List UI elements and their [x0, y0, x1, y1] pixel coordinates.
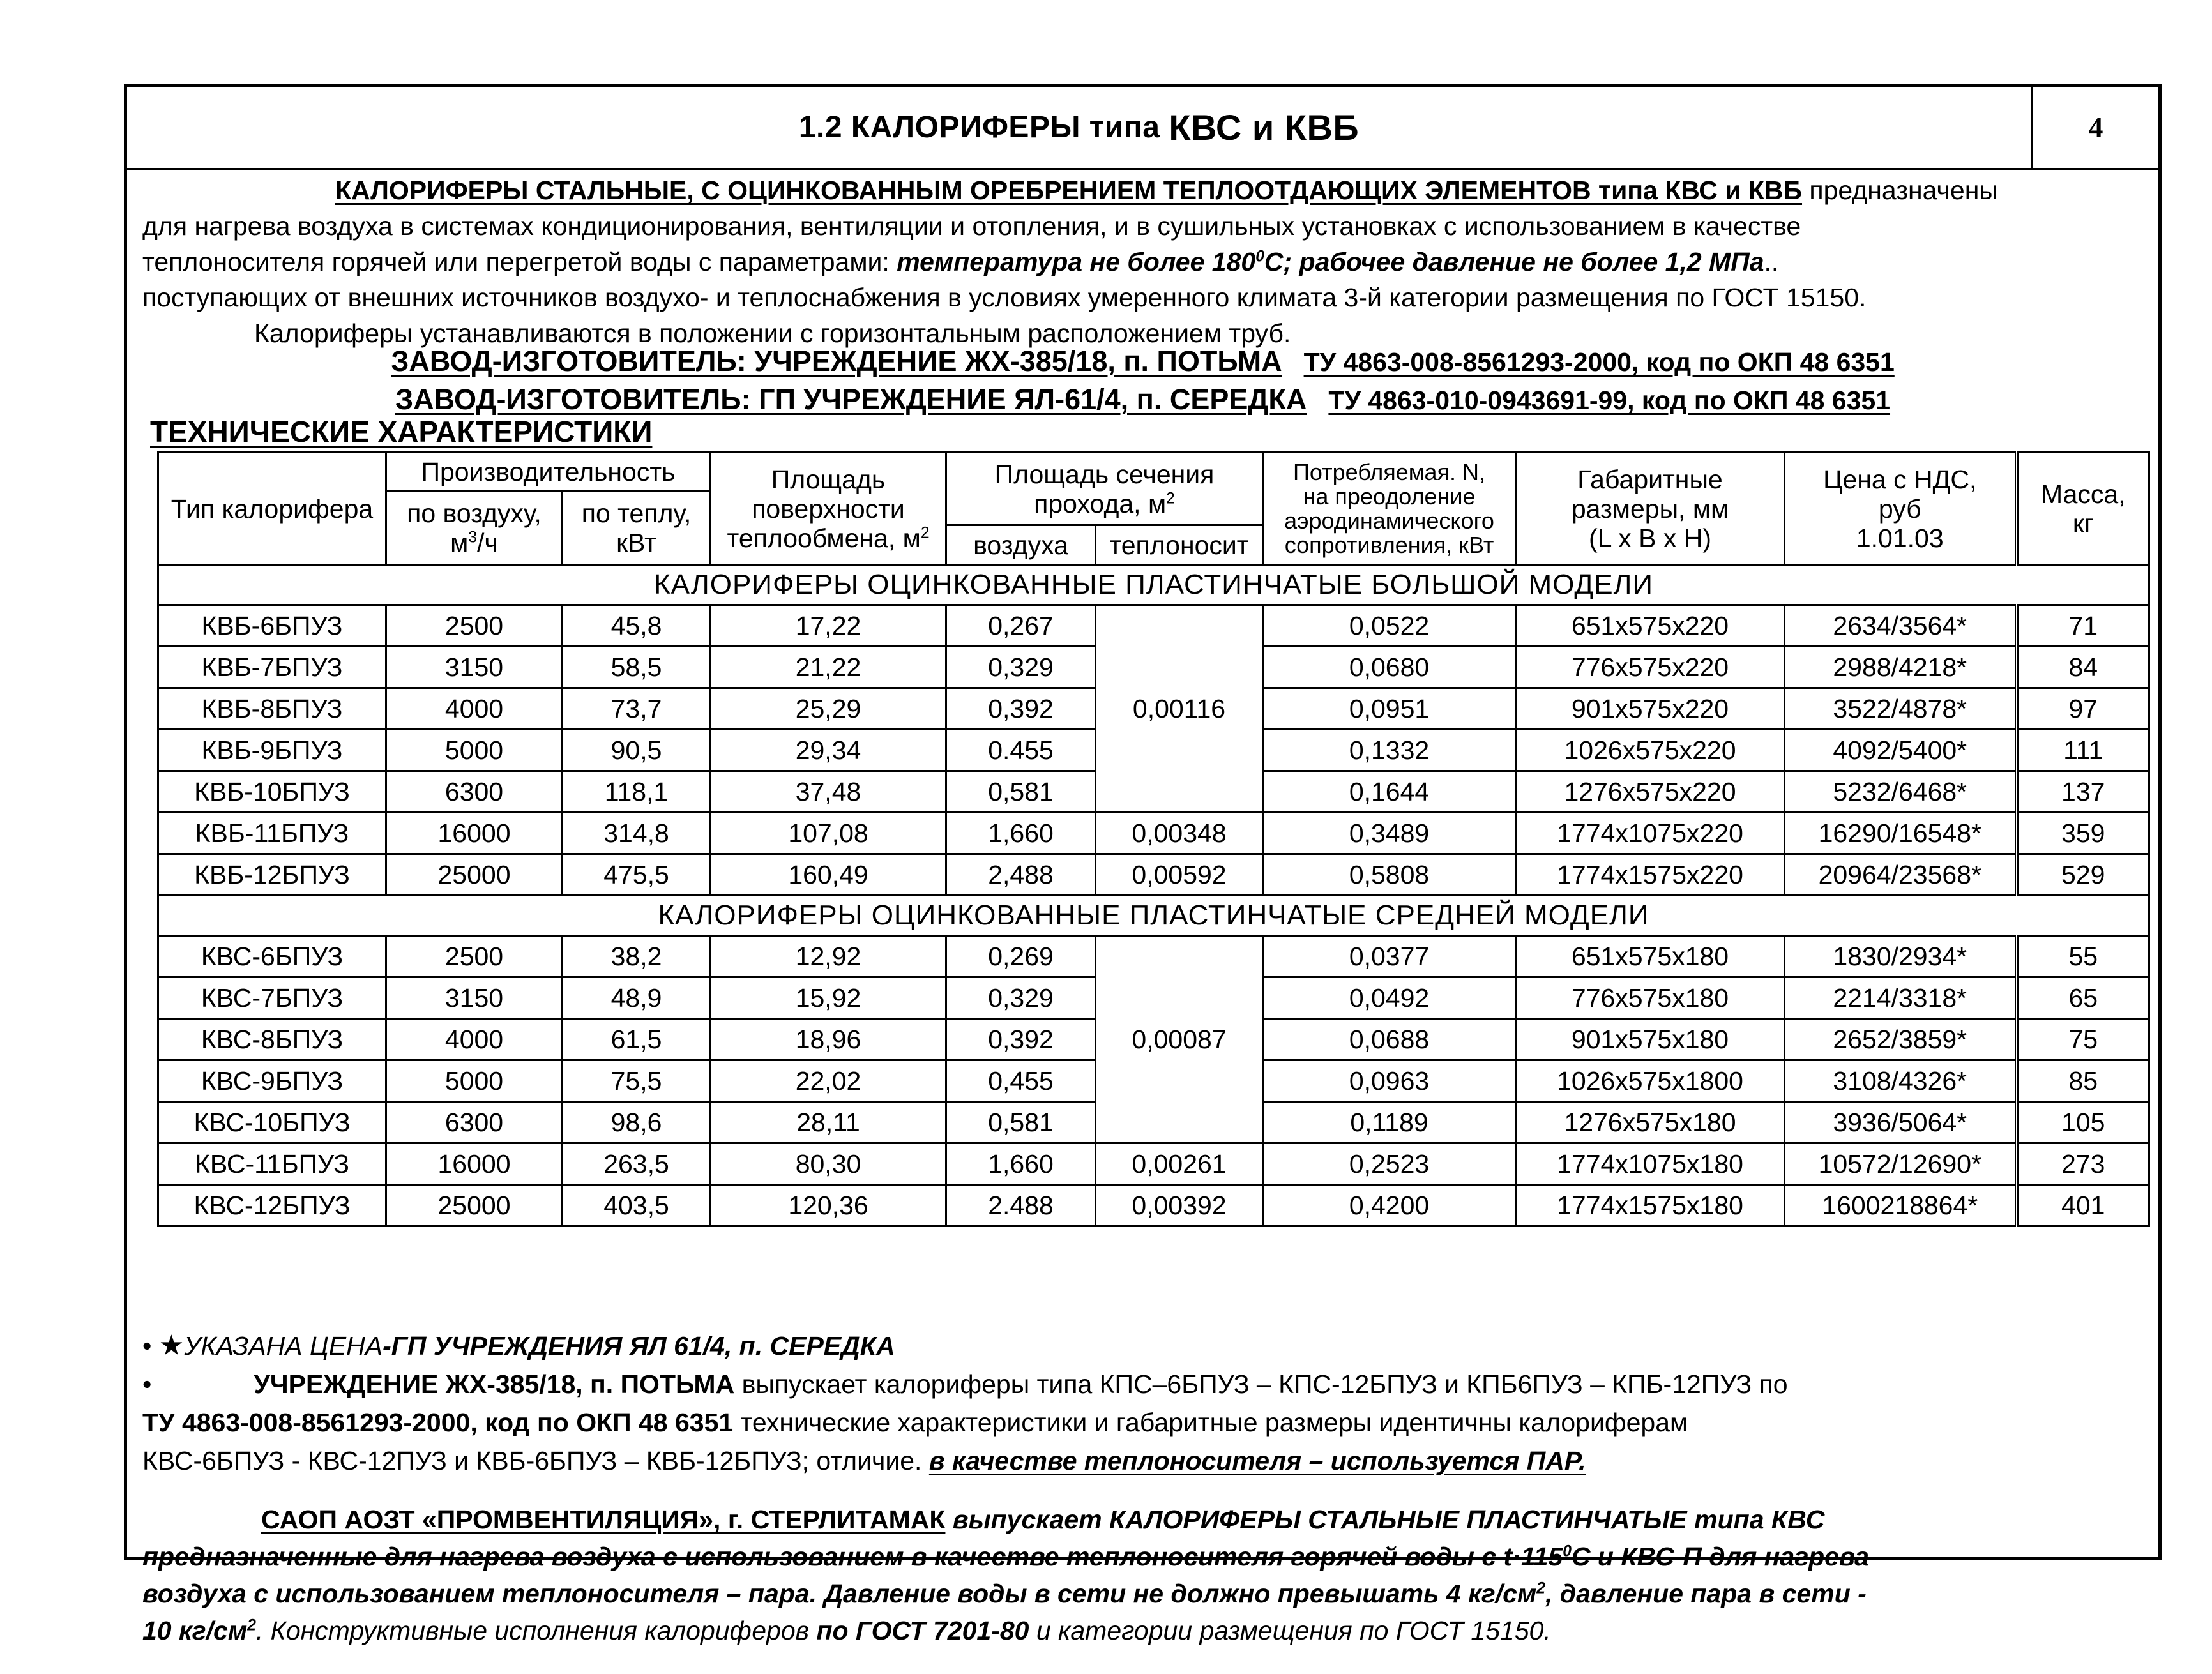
cell-heat: 38,2	[563, 936, 711, 977]
cell-power: 0,1332	[1263, 730, 1516, 771]
cell-sec-air: 0.455	[946, 730, 1096, 771]
table-row	[158, 605, 2149, 647]
cell-dims: 651x575x180	[1516, 936, 1785, 977]
closing-l2-b: С и КВС-П для нагрева	[1571, 1542, 1869, 1571]
cell-sec-air: 1,660	[946, 813, 1096, 854]
cell-surface: 17,22	[711, 605, 946, 647]
cell-air: 16000	[386, 1143, 563, 1185]
table-row	[158, 813, 2149, 854]
spec-table	[157, 451, 2150, 1227]
cell-power: 0,0951	[1263, 688, 1516, 730]
cell-power: 0,0688	[1263, 1019, 1516, 1060]
cell-dims: 1774x1575x220	[1516, 854, 1785, 896]
closing-l4-d: и категории размещения по ГОСТ 15150.	[1029, 1616, 1551, 1645]
cell-air: 25000	[386, 1185, 563, 1226]
note-2-emph: в качестве теплоносителя – используется ПАР.	[928, 1446, 1586, 1475]
cell-power: 0,5808	[1263, 854, 1516, 896]
closing-l3-b: , давление пара в сети -	[1545, 1579, 1867, 1608]
cell-heat: 58,5	[563, 647, 711, 688]
cell-price: 1830/2934*	[1785, 936, 2017, 977]
header-prod-air-unit-a: м	[450, 527, 469, 557]
closing-l1-a: выпускает	[945, 1505, 1109, 1534]
header-dims-1: Габаритные	[1577, 464, 1723, 494]
intro-line-5: Калориферы устанавливаются в положении с горизонтальным расположением труб.	[254, 319, 1291, 348]
cell-type: КВБ-7БПУЗ	[158, 647, 386, 688]
cell-surface: 12,92	[711, 936, 946, 977]
manufacturer-2	[127, 382, 2158, 418]
note-2-rest: выпускает калориферы типа КПС–6БПУЗ – КПС-12БПУЗ и КПБ6ПУЗ – КПБ-12ПУЗ по	[734, 1369, 1788, 1399]
cell-sec-air: 0,269	[946, 936, 1096, 977]
cell-power: 0,3489	[1263, 813, 1516, 854]
cell-price: 10572/12690*	[1785, 1143, 2017, 1185]
cell-power: 0,1189	[1263, 1102, 1516, 1143]
header-surface-2: поверхности	[752, 494, 905, 524]
header-dims-3: (L x B x H)	[1588, 523, 1712, 553]
star-icon: ★	[158, 1330, 185, 1361]
cell-air: 16000	[386, 813, 563, 854]
cell-mass: 75	[2017, 1019, 2149, 1060]
cell-heat: 403,5	[563, 1185, 711, 1226]
closing-l4-sup: 2	[247, 1617, 256, 1634]
cell-sec-air: 2.488	[946, 1185, 1096, 1226]
header-section	[946, 453, 1263, 525]
cell-air: 4000	[386, 1019, 563, 1060]
intro-lead-rest: предназначены	[1802, 176, 1998, 205]
cell-sec-air: 1,660	[946, 1143, 1096, 1185]
header-type-label: Тип калорифера	[170, 494, 374, 524]
cell-surface: 22,02	[711, 1060, 946, 1102]
cell-surface: 80,30	[711, 1143, 946, 1185]
cell-sec-air: 0,455	[946, 1060, 1096, 1102]
cell-air: 2500	[386, 605, 563, 647]
cell-dims: 1026x575x220	[1516, 730, 1785, 771]
closing-l4-a: 10 кг/см	[142, 1616, 248, 1645]
cell-sec-heat: 0,00592	[1096, 854, 1263, 896]
header-prod-air-unit-b: /ч	[477, 527, 498, 557]
table-row	[158, 1143, 2149, 1185]
cell-mass: 84	[2017, 647, 2149, 688]
cell-dims: 776x575x220	[1516, 647, 1785, 688]
cell-sec-air: 0,392	[946, 1019, 1096, 1060]
header-section-sup: 2	[1166, 489, 1175, 507]
group-title-row	[158, 896, 2149, 936]
header-power	[1263, 453, 1516, 565]
title-prefix: 1.2 КАЛОРИФЕРЫ типа	[798, 110, 1160, 144]
cell-dims: 651x575x220	[1516, 605, 1785, 647]
manufacturer-2-tu: ТУ 4863-010-0943691-99, код по ОКП 48 6351	[1328, 386, 1891, 415]
cell-surface: 25,29	[711, 688, 946, 730]
note-2-bold: УЧРЕЖДЕНИЕ ЖХ-385/18, п. ПОТЬМА	[254, 1369, 735, 1399]
cell-dims: 901x575x180	[1516, 1019, 1785, 1060]
cell-surface: 160,49	[711, 854, 946, 896]
closing-line-1	[142, 1501, 2143, 1538]
cell-surface: 37,48	[711, 771, 946, 813]
cell-dims: 1276x575x220	[1516, 771, 1785, 813]
cell-sec-air: 2,488	[946, 854, 1096, 896]
cell-sec-air: 0,581	[946, 1102, 1096, 1143]
manufacturer-1-tu: ТУ 4863-008-8561293-2000, код по ОКП 48 6351	[1303, 347, 1895, 377]
cell-sec-air: 0,267	[946, 605, 1096, 647]
header-price-1: Цена с НДС,	[1823, 464, 1977, 494]
cell-heat: 48,9	[563, 977, 711, 1019]
group-title-row	[158, 565, 2149, 605]
cell-type: КВС-12БПУЗ	[158, 1185, 386, 1226]
cell-mass: 359	[2017, 813, 2149, 854]
cell-price: 3936/5064*	[1785, 1102, 2017, 1143]
header-dims	[1516, 453, 1785, 565]
note-2	[142, 1365, 2143, 1403]
cell-price: 3522/4878*	[1785, 688, 2017, 730]
cell-air: 5000	[386, 730, 563, 771]
cell-mass: 65	[2017, 977, 2149, 1019]
cell-heat: 263,5	[563, 1143, 711, 1185]
cell-price: 2652/3859*	[1785, 1019, 2017, 1060]
note-2-line-2	[142, 1403, 2143, 1442]
cell-air: 6300	[386, 1102, 563, 1143]
cell-type: КВБ-12БПУЗ	[158, 854, 386, 896]
note-2-line-3	[142, 1442, 2143, 1480]
closing-line-2	[142, 1538, 2143, 1575]
cell-type: КВБ-11БПУЗ	[158, 813, 386, 854]
cell-price: 3108/4326*	[1785, 1060, 2017, 1102]
cell-air: 3150	[386, 977, 563, 1019]
cell-type: КВС-8БПУЗ	[158, 1019, 386, 1060]
group-body-medium	[158, 896, 2149, 1226]
cell-heat: 475,5	[563, 854, 711, 896]
intro-line-4: поступающих от внешних источников воздухо- и теплоснабжения в условиях умеренного климата 3-й категории размещения по ГОСТ 15150.	[142, 283, 1867, 312]
header-price-3: 1.01.03	[1856, 523, 1944, 553]
cell-price: 1600218864*	[1785, 1185, 2017, 1226]
cell-sec-air: 0,392	[946, 688, 1096, 730]
header-prod-air	[386, 491, 563, 565]
table-row	[158, 936, 2149, 977]
cell-sec-heat-shared: 0,00087	[1096, 936, 1263, 1143]
cell-mass: 401	[2017, 1185, 2149, 1226]
cell-sec-air: 0,329	[946, 647, 1096, 688]
header-surface-1: Площадь	[771, 464, 886, 494]
cell-sec-heat: 0,00392	[1096, 1185, 1263, 1226]
header-dims-2: размеры, мм	[1571, 494, 1729, 524]
cell-sec-air: 0,581	[946, 771, 1096, 813]
cell-power: 0,0522	[1263, 605, 1516, 647]
header-section-air: воздуха	[946, 525, 1096, 565]
cell-power: 0,1644	[1263, 771, 1516, 813]
header-surface-sup: 2	[920, 524, 930, 541]
header-section-heat: теплоносит	[1096, 525, 1263, 565]
cell-mass: 71	[2017, 605, 2149, 647]
cell-dims: 1774x1075x180	[1516, 1143, 1785, 1185]
intro-line-3: теплоносителя горячей или перегретой воды с параметрами:	[142, 247, 897, 276]
header-productivity: Производительность	[386, 453, 711, 491]
cell-heat: 45,8	[563, 605, 711, 647]
header-type	[158, 453, 386, 565]
cell-dims: 1026x575x1800	[1516, 1060, 1785, 1102]
cell-dims: 776x575x180	[1516, 977, 1785, 1019]
header-section-2: прохода, м	[1034, 488, 1167, 518]
cell-air: 3150	[386, 647, 563, 688]
cell-price: 2634/3564*	[1785, 605, 2017, 647]
cell-sec-air: 0,329	[946, 977, 1096, 1019]
cell-price: 4092/5400*	[1785, 730, 2017, 771]
cell-mass: 97	[2017, 688, 2149, 730]
cell-type: КВС-6БПУЗ	[158, 936, 386, 977]
closing-line-4	[142, 1612, 2143, 1649]
closing-l4-c: по ГОСТ 7201-80	[816, 1616, 1029, 1645]
cell-heat: 314,8	[563, 813, 711, 854]
intro-lead: КАЛОРИФЕРЫ СТАЛЬНЫЕ, С ОЦИНКОВАННЫМ ОРЕБРЕНИЕМ ТЕПЛООТДАЮЩИХ ЭЛЕМЕНТОВ типа КВС и КВБ	[335, 176, 1803, 205]
page-title	[127, 87, 2031, 168]
cell-mass: 137	[2017, 771, 2149, 813]
cell-mass: 111	[2017, 730, 2149, 771]
title-row	[127, 87, 2158, 170]
cell-surface: 18,96	[711, 1019, 946, 1060]
note-1	[142, 1327, 2143, 1365]
header-power-3: аэродинамического	[1284, 507, 1494, 534]
notes	[142, 1327, 2143, 1480]
cell-power: 0,0377	[1263, 936, 1516, 977]
header-mass	[2017, 453, 2149, 565]
cell-heat: 61,5	[563, 1019, 711, 1060]
title-main: КВС и КВБ	[1169, 107, 1360, 147]
note-2-tu: ТУ 4863-008-8561293-2000, код по ОКП 48 6351	[142, 1408, 734, 1437]
closing-l3-sup: 2	[1536, 1580, 1545, 1597]
closing-l1-b: КАЛОРИФЕРЫ СТАЛЬНЫЕ ПЛАСТИНЧАТЫЕ типа КВС	[1109, 1505, 1825, 1534]
intro-pressure: С; рабочее давление не более 1,2 МПа	[1264, 247, 1764, 276]
intro-line-2: для нагрева воздуха в системах кондиционирования, вентиляции и отопления, и в сушильных установках с использованием в качестве	[142, 211, 1801, 241]
cell-heat: 73,7	[563, 688, 711, 730]
manufacturer-2-name: ЗАВОД-ИЗГОТОВИТЕЛЬ: ГП УЧРЕЖДЕНИЕ ЯЛ-61/4, п. СЕРЕДКА	[395, 383, 1307, 416]
header-prod-heat	[563, 491, 711, 565]
cell-heat: 118,1	[563, 771, 711, 813]
tech-heading: ТЕХНИЧЕСКИЕ ХАРАКТЕРИСТИКИ	[150, 415, 653, 448]
cell-type: КВС-11БПУЗ	[158, 1143, 386, 1185]
group-title: КАЛОРИФЕРЫ ОЦИНКОВАННЫЕ ПЛАСТИНЧАТЫЕ СРЕДНЕЙ МОДЕЛИ	[158, 896, 2149, 936]
cell-type: КВС-10БПУЗ	[158, 1102, 386, 1143]
cell-dims: 1774x1575x180	[1516, 1185, 1785, 1226]
note-2-tu-rest: технические характеристики и габаритные размеры идентичны калориферам	[733, 1408, 1688, 1437]
cell-power: 0,0963	[1263, 1060, 1516, 1102]
cell-power: 0,0680	[1263, 647, 1516, 688]
cell-surface: 120,36	[711, 1185, 946, 1226]
header-mass-2: кг	[2072, 508, 2094, 538]
cell-surface: 28,11	[711, 1102, 946, 1143]
intro-temp: температура не более 180	[897, 247, 1256, 276]
header-prod-air-label: по воздуху,	[407, 498, 542, 528]
cell-type: КВС-9БПУЗ	[158, 1060, 386, 1102]
table-row	[158, 854, 2149, 896]
closing-l4-b: . Конструктивные исполнения калориферов	[255, 1616, 817, 1645]
manufacturer-1	[127, 343, 2158, 380]
header-surface	[711, 453, 946, 565]
header-prod-air-unit-sup: 3	[468, 528, 478, 546]
cell-price: 2214/3318*	[1785, 977, 2017, 1019]
header-power-1: Потребляемая. N,	[1293, 458, 1486, 485]
closing-company: САОП АОЗТ «ПРОМВЕНТИЛЯЦИЯ», г. СТЕРЛИТАМАК	[261, 1505, 946, 1534]
cell-surface: 15,92	[711, 977, 946, 1019]
cell-dims: 901x575x220	[1516, 688, 1785, 730]
closing-paragraph	[142, 1501, 2143, 1649]
intro-temp-sup: 0	[1255, 248, 1264, 266]
cell-air: 4000	[386, 688, 563, 730]
note-2-bullet: •	[142, 1369, 152, 1399]
header-prod-heat-label: по теплу,	[581, 498, 692, 528]
note-1-b: -ГП УЧРЕЖДЕНИЯ ЯЛ 61/4, п. СЕРЕДКА	[383, 1331, 895, 1361]
manufacturer-1-name: ЗАВОД-ИЗГОТОВИТЕЛЬ: УЧРЕЖДЕНИЕ ЖХ-385/18, п. ПОТЬМА	[391, 345, 1282, 377]
group-body-large	[158, 565, 2149, 896]
note-2-line-3-text: КВС-6БПУЗ - КВС-12ПУЗ и КВБ-6БПУЗ – КВБ-12БПУЗ; отличие.	[142, 1446, 929, 1475]
closing-l2-a: предназначенные для нагрева воздуха с использованием в качестве теплоносителя горячей воды с t·115	[142, 1542, 1563, 1571]
header-price	[1785, 453, 2017, 565]
cell-mass: 105	[2017, 1102, 2149, 1143]
cell-air: 5000	[386, 1060, 563, 1102]
table-row	[158, 1185, 2149, 1226]
intro-paragraph	[142, 172, 2143, 351]
header-surface-3: теплообмена, м	[727, 523, 921, 553]
note-1-a: УКАЗАНА ЦЕНА	[184, 1331, 383, 1361]
page-number: 4	[2031, 87, 2158, 168]
cell-mass: 529	[2017, 854, 2149, 896]
header-price-2: руб	[1878, 494, 1921, 524]
cell-heat: 98,6	[563, 1102, 711, 1143]
closing-line-3	[142, 1575, 2143, 1612]
cell-type: КВБ-9БПУЗ	[158, 730, 386, 771]
cell-heat: 90,5	[563, 730, 711, 771]
cell-air: 2500	[386, 936, 563, 977]
cell-heat: 75,5	[563, 1060, 711, 1102]
cell-sec-heat: 0,00261	[1096, 1143, 1263, 1185]
cell-price: 5232/6468*	[1785, 771, 2017, 813]
cell-sec-heat: 0,00348	[1096, 813, 1263, 854]
header-section-1: Площадь сечения	[994, 459, 1215, 489]
closing-l2-sup: 0	[1563, 1542, 1572, 1560]
cell-type: КВБ-6БПУЗ	[158, 605, 386, 647]
cell-mass: 273	[2017, 1143, 2149, 1185]
intro-line-3-end: ..	[1764, 247, 1779, 276]
cell-dims: 1774x1075x220	[1516, 813, 1785, 854]
document-frame	[124, 84, 2162, 1645]
header-power-2: на преодоление	[1303, 483, 1476, 509]
cell-mass: 85	[2017, 1060, 2149, 1102]
cell-air: 25000	[386, 854, 563, 896]
header-mass-1: Масса,	[2040, 479, 2126, 509]
cell-type: КВБ-10БПУЗ	[158, 771, 386, 813]
header-prod-heat-unit: кВт	[616, 527, 656, 557]
cell-type: КВС-7БПУЗ	[158, 977, 386, 1019]
cell-mass: 55	[2017, 936, 2149, 977]
cell-air: 6300	[386, 771, 563, 813]
cell-power: 0,4200	[1263, 1185, 1516, 1226]
cell-surface: 21,22	[711, 647, 946, 688]
group-title: КАЛОРИФЕРЫ ОЦИНКОВАННЫЕ ПЛАСТИНЧАТЫЕ БОЛЬШОЙ МОДЕЛИ	[158, 565, 2149, 605]
cell-sec-heat-shared: 0,00116	[1096, 605, 1263, 813]
cell-power: 0,2523	[1263, 1143, 1516, 1185]
cell-surface: 107,08	[711, 813, 946, 854]
closing-l3-a: воздуха с использованием теплоносителя – пара. Давление воды в сети не должно превышать 4 кг/см	[142, 1579, 1537, 1608]
cell-surface: 29,34	[711, 730, 946, 771]
note-1-bullet: •	[142, 1331, 152, 1361]
cell-price: 20964/23568*	[1785, 854, 2017, 896]
cell-type: КВБ-8БПУЗ	[158, 688, 386, 730]
cell-price: 16290/16548*	[1785, 813, 2017, 854]
cell-price: 2988/4218*	[1785, 647, 2017, 688]
cell-dims: 1276x575x180	[1516, 1102, 1785, 1143]
cell-power: 0,0492	[1263, 977, 1516, 1019]
header-power-4: сопротивления, кВт	[1284, 531, 1494, 558]
